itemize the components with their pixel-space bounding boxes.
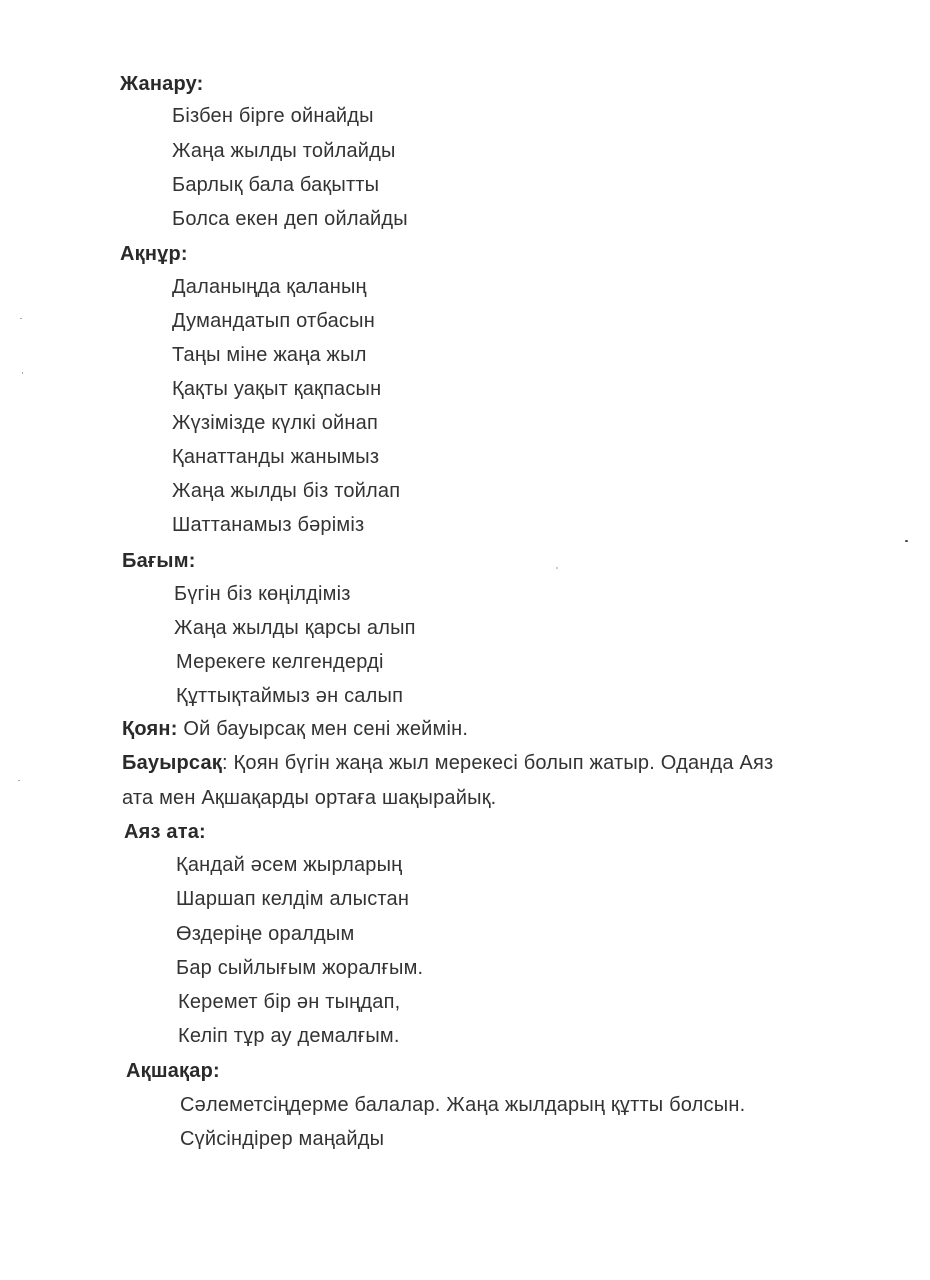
verse-line: Қанаттанды жанымыз <box>172 446 380 468</box>
dialogue-bauyrsak <box>122 751 773 775</box>
speaker-bauyrsak: Бауырсақ <box>122 752 223 774</box>
speaker-bagym: Бағым: <box>122 550 196 572</box>
scan-speck <box>18 780 20 781</box>
verse-line: Жаңа жылды тойлайды <box>172 140 396 162</box>
scan-speck <box>20 318 22 319</box>
verse-line: Керемет бір ән тыңдап, <box>178 991 401 1013</box>
verse-line: Сәлеметсіңдерме балалар. Жаңа жылдарың құтты болсын. <box>180 1094 746 1116</box>
scan-speck <box>22 372 23 374</box>
verse-line: Сүйсіндірер маңайды <box>180 1128 385 1150</box>
verse-line: Шаттанамыз бәріміз <box>172 514 365 536</box>
verse-line: Жаңа жылды біз тойлап <box>172 480 401 502</box>
scan-speck <box>556 567 558 569</box>
dialogue-koyan <box>122 717 468 741</box>
verse-line: Думандатып отбасын <box>172 310 375 332</box>
verse-line: Қақты уақыт қақпасын <box>172 378 382 400</box>
dialogue-text: Ой бауырсақ мен сені жеймін. <box>177 718 469 740</box>
dialogue-text-continued: ата мен Ақшақарды ортаға шақырайық. <box>122 787 497 809</box>
verse-line: Даланыңда қаланың <box>172 276 367 298</box>
verse-line: Өздеріңе оралдым <box>176 923 355 945</box>
verse-line: Бүгін біз көңілдіміз <box>174 583 351 605</box>
verse-line: Бізбен бірге ойнайды <box>172 105 374 127</box>
verse-line: Келіп тұр ау демалғым. <box>178 1025 400 1047</box>
speaker-zhanaru: Жанару: <box>120 73 204 95</box>
verse-line: Құттықтаймыз ән салып <box>176 685 404 707</box>
dialogue-text: : Қоян бүгін жаңа жыл мерекесі болып жатыр. Оданда Аяз <box>222 752 774 774</box>
verse-line: Таңы міне жаңа жыл <box>172 344 367 366</box>
verse-line: Жүзімізде күлкі ойнап <box>172 412 379 434</box>
speaker-akshakar: Ақшақар: <box>126 1060 220 1082</box>
verse-line: Барлық бала бақытты <box>172 174 380 196</box>
verse-line: Мерекеге келгендерді <box>176 651 384 673</box>
speaker-ayaz-ata: Аяз ата: <box>124 821 206 843</box>
speaker-koyan: Қоян: <box>122 718 178 740</box>
verse-line: Шаршап келдім алыстан <box>176 888 410 910</box>
speaker-aknur: Ақнұр: <box>120 243 188 265</box>
verse-line: Болса екен деп ойлайды <box>172 208 408 230</box>
verse-line: Жаңа жылды қарсы алып <box>174 617 416 639</box>
verse-line: Қандай әсем жырларың <box>176 854 403 876</box>
scan-speck <box>905 540 908 542</box>
verse-line: Бар сыйлығым жоралғым. <box>176 957 424 979</box>
